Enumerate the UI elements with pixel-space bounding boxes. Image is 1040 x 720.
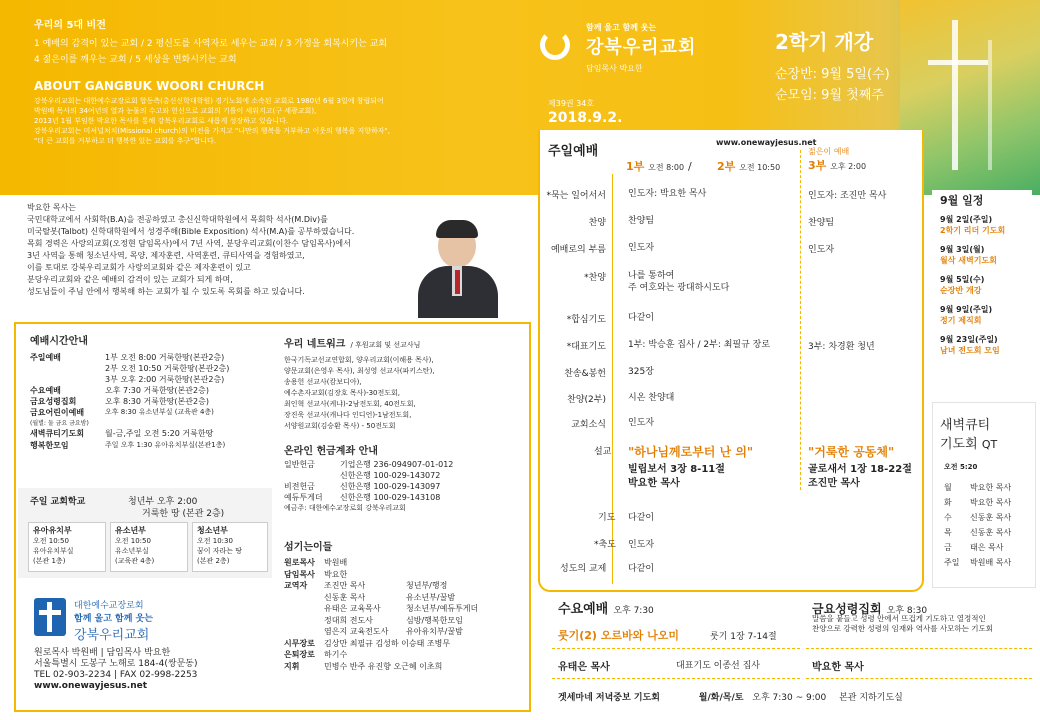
network-line: 최인혁 선교사(케냐)-2남전도회, 40전도회, [284, 400, 416, 408]
divider [552, 678, 800, 679]
sept-item: 9월 3일(월) 월삭 새벽기도회 [940, 245, 997, 265]
order-value-main: 인도자: 박요한 목사 [628, 189, 707, 199]
order-item: 교회소식 [571, 420, 606, 430]
wednesday-text: 룻기 1장 7-14절 [710, 632, 777, 642]
sermon2-text: 골로새서 1장 18-22절 [808, 464, 912, 475]
offering-row: 비전헌금 신한은행 100-029-143097 [284, 482, 441, 491]
qt-row: 화 박요한 목사 [944, 498, 1012, 507]
order-value-main: 인도자 [628, 418, 655, 428]
semester-block [775, 26, 890, 103]
bio-line-2: 국민대학교에서 사회학(B.A)을 전공하였고 총신신학대학원에서 목회학 석사(M.Div)를 [27, 215, 328, 224]
order-item: *합심기도 [566, 315, 606, 325]
order-value-youth: 찬양팀 [808, 218, 835, 228]
offering-row: 일반헌금 기업은행 236-094907-01-012 [284, 460, 454, 469]
offering-section [284, 442, 524, 514]
offering-row: 신한은행 100-029-143072 [340, 471, 441, 480]
order-item-benediction: *축도 [594, 540, 616, 550]
denom-logo-icon [34, 598, 66, 636]
worship-row: 주일예배 1부 오전 8:00 거룩한땅(본관2층) [30, 353, 225, 362]
offering-title: 온라인 헌금계좌 안내 [284, 446, 378, 457]
about-line-5: "더 큰 교회를 거부하고 더 행복한 있는 교회를 추구"합니다. [34, 137, 216, 145]
dept-card: 유소년부 오전 10:50 유소년부실 (교육관 4층) [110, 522, 188, 572]
logo-name: 강북우리교회 [586, 37, 697, 58]
wednesday-header: 수요예배 오후 7:30 [558, 602, 654, 617]
network-line: 양문교회(은영우 목사), 최성영 선교사(파키스탄), [284, 367, 435, 375]
about-title: ABOUT GANGBUK WOORI CHURCH [34, 79, 265, 93]
col-1bu: 1부 오전 8:00 / [626, 160, 692, 173]
about-block [34, 79, 534, 146]
bio-line-1: 박요한 목사는 [27, 203, 76, 212]
staff-section [284, 538, 524, 672]
staff-row: 은퇴장로 하기수 [284, 650, 348, 659]
vision-line-1: 1 예배의 감격이 있는 교회 / 2 평신도를 사역자로 세우는 교회 / 3 가정을 회복시키는 교회 [34, 39, 388, 49]
order-value-main: 다같이 [628, 313, 655, 323]
order-item: *묵는 일어서서 [546, 191, 606, 201]
denom-name: 대한예수교장로회 [74, 601, 144, 611]
september-title: 9월 일정 [940, 194, 984, 207]
divider [806, 678, 1032, 679]
contact-line-1: 원로목사 박원배 | 담임목사 박요한 [34, 648, 171, 658]
sermon1-title: "하나님께로부터 난 의" [628, 445, 754, 459]
sermon2-pastor: 조진만 목사 [808, 478, 860, 489]
church-info-logo [74, 598, 153, 643]
column-divider [800, 150, 801, 490]
sept-item: 9월 23일(주일) 남녀 전도회 모임 [940, 335, 1000, 355]
church-contact [34, 648, 197, 692]
network-section [284, 332, 524, 432]
church-slogan: 함께 울고 함께 웃는 [74, 614, 153, 624]
logo-pastor: 담임목사 박요한 [586, 64, 643, 73]
order-item-prayer: 기도 [598, 513, 616, 523]
bio-line-5: 3년 사역을 통해 청소년사역, 목양, 제자훈련, 사역훈련, 큐티사역을 경험하였고, [27, 251, 305, 260]
sept-item: 9월 5일(수) 순장반 개강 [940, 275, 985, 295]
qt-row: 목 신동훈 목사 [944, 528, 1012, 537]
bio-line-8: 성도님들이 주님 안에서 행복해 하는 교회가 될 수 있도록 목회를 하고 있습니다. [27, 287, 305, 296]
order-value-main: 찬양팀 [628, 216, 655, 226]
qt-row: 주일 박원배 목사 [944, 558, 1012, 567]
wednesday-sermon: 룻기(2) 오르바와 나오미 [558, 629, 680, 642]
col-3bu: 3부 오후 2:00 [808, 159, 867, 172]
bio-line-3: 미국탈봇(Talbot) 신학대학원에서 성경주해(Bible Exposition) 석사(M.A)를 공부하였습니다. [27, 227, 355, 236]
sermon1-text: 빌립보서 3장 8-11절 [628, 464, 725, 475]
church-logo-icon [540, 30, 570, 60]
order-item-fellowship: 성도의 교제 [560, 564, 607, 574]
order-item: *대표기도 [566, 342, 606, 352]
semester-line-1: 순장반: 9월 5일(수) [775, 67, 890, 82]
order-item: 찬양 [588, 218, 606, 228]
semester-line-2: 순모임: 9월 첫째주 [775, 88, 884, 103]
logo-slogan: 함께 울고 함께 웃는 [586, 23, 657, 32]
about-line-3: 2013년 1월 부임한 박요한 목사를 통해 강북우리교회로 새롭게 성장하고 있습니다. [34, 117, 289, 125]
offering-holder: 예금주: 대한예수교장로회 강북우리교회 [284, 504, 406, 512]
order-value-youth: 3부: 차경환 청년 [808, 342, 875, 352]
worship-row: 행복한모임 주일 오후 1:30 유아유치부실(본관1층) [30, 441, 226, 450]
contact-line-3: TEL 02-903-2234 | FAX 02-998-2253 [34, 670, 198, 680]
sept-item: 9월 9일(주일) 정기 제직회 [940, 305, 993, 325]
qt-row: 월 박요한 목사 [944, 483, 1012, 492]
sermon2-title: "거룩한 공동체" [808, 445, 895, 459]
dept-card: 유아유치부 오전 10:50 유아유치부실 (본관 1층) [28, 522, 106, 572]
network-line: 예수촌자교회(김장호 목사)-30전도회, [284, 389, 401, 397]
order-item: 찬송&봉헌 [564, 369, 606, 379]
vision-title: 우리의 5대 비전 [34, 20, 106, 31]
dawn-qt-list [944, 480, 1034, 570]
worship-times-list [30, 352, 270, 451]
staff-row: 정대희 전도사 심방/행복한모임 [324, 615, 463, 625]
church-name: 강북우리교회 [74, 628, 150, 643]
school-place: 거룩한 땅 (본관 2층) [142, 509, 225, 519]
order-value-prayer: 다같이 [628, 513, 655, 523]
worship-times [30, 332, 88, 347]
bio-line-7: 분당우리교회와 같은 예배의 감격이 있는 교회가 되게 하며, [27, 275, 233, 284]
worship-row: 새벽큐티기도회 월-금,주일 오전 5:20 거룩한땅 [30, 429, 214, 438]
vision-block [34, 16, 387, 65]
staff-row: 지휘 민병수 반주 유진향 오근혜 이초희 [284, 661, 443, 671]
col-3bu-sub: 젊은이 예배 [808, 147, 850, 156]
staff-row: 교역자 조진만 목사 청년부/행정 [284, 581, 448, 590]
network-line: 서양원교회(김승환 목사) - 50전도회 [284, 422, 396, 430]
semester-title: 2학기 개강 [775, 30, 874, 54]
friday-desc: 말씀을 붙들고 성령 안에서 뜨겁게 기도하고 열정적인 찬양으로 강력한 성령의 임재와 역사를 사모하는 기도회 [812, 614, 993, 633]
col-2bu: 2부 오전 10:50 [717, 160, 781, 173]
network-line: 장진욱 선교사(캐나다 인디언)-1남전도회, [284, 411, 412, 419]
order-item: 예배로의 부름 [550, 245, 606, 255]
network-title: 우리 네트워크 [284, 339, 346, 350]
staff-row: 염은지 교육전도사 유아유치부/꿀밤 [324, 627, 463, 636]
sunday-title: 주일예배 [548, 144, 599, 159]
qt-row: 금 태은 목사 [944, 543, 1004, 552]
issue-date: 2018.9.2. [548, 110, 623, 126]
worship-row: 수요예배 오후 7:30 거룩한땅(본관2층) [30, 386, 209, 395]
network-subtitle: / 후원교회 및 선교사님 [350, 341, 421, 349]
september-list [940, 214, 1035, 364]
order-value-main: 시온 찬양대 [628, 393, 675, 403]
about-line-1: 강북우리교회는 대한예수교장로회 합동측(총신신학대학원) 경기노회에 소속된 교회로 1980년 6월 3일에 창립되어 [34, 97, 384, 105]
dept-card: 청소년부 오전 10:30 꿈이 자라는 땅 (본관 2층) [192, 522, 268, 572]
staff-row: 원로목사 박원배 [284, 558, 348, 567]
divider [806, 648, 1032, 649]
school-title: 주일 교회학교 [30, 497, 86, 507]
bio-line-4: 목회 경력은 사랑의교회(오정현 담임목사)에서 7년 사역, 분당우리교회(이찬수 담임목사)에서 [27, 239, 351, 248]
wednesday-prayer: 대표기도 이종선 집사 [676, 661, 760, 671]
pastor-photo [410, 218, 505, 318]
order-value-main: 1부: 박승훈 집사 / 2부: 최필규 장로 [628, 340, 771, 350]
sunday-url[interactable]: www.onewayjesus.net [716, 138, 817, 147]
header-logo [586, 22, 696, 74]
order-value-main: 인도자 [628, 243, 655, 253]
worship-row: 2부 오전 10:50 거룩한땅(본관2층) [105, 364, 230, 373]
worship-times-title: 예배시간안내 [30, 336, 88, 347]
friday-header: 금요성령집회 오후 8:30 [812, 602, 928, 616]
vision-line-2: 4 젊은이를 깨우는 교회 / 5 세상을 변화시키는 교회 [34, 55, 237, 65]
issue-volume: 제39권 34호 [548, 99, 595, 108]
staff-row: 시무장로 김상만 최필규 김성하 이승태 조병무 [284, 638, 451, 648]
dawn-qt-time: 오전 5:20 [944, 463, 978, 471]
dawn-qt-title: 새벽큐티 기도회 QT [940, 418, 998, 452]
order-value-fellowship: 다같이 [628, 564, 655, 574]
order-value-main: 나를 통하여 주 여호와는 광대하시도다 [628, 271, 730, 293]
friday-preacher: 박요한 목사 [812, 662, 864, 673]
wednesday-preacher: 유태은 목사 [558, 662, 610, 673]
worship-row: 3부 오후 2:00 거룩한땅(본관2층) [105, 375, 225, 384]
qt-row: 수 신동훈 목사 [944, 513, 1012, 522]
contact-line-2: 서울특별시 도봉구 노해로 184-4(쌍문동) [34, 659, 198, 669]
about-line-4: 강북우리교회는 미셔널처치(Missional church)의 비전을 가지고 "나만의 행복을 거부하고 이웃의 행복을 지향하자", [34, 127, 391, 135]
sept-item: 9월 2일(주일) 2학기 리더 기도회 [940, 215, 1006, 235]
church-url[interactable]: www.onewayjesus.net [34, 681, 148, 691]
worship-row: 금요어린이예배 오후 8:30 유소년부실 (교육관 4층) [30, 408, 214, 417]
gethsemane-row: 겟세마네 저녁중보 기도회 월/화/목/토 오후 7:30 ~ 9:00 본관 지하기도실 [558, 693, 903, 703]
staff-title: 섬기는이들 [284, 542, 333, 553]
school-time: 청년부 오후 2:00 [128, 497, 198, 507]
order-value-youth: 인도자: 조진만 목사 [808, 191, 887, 201]
staff-row: 신동훈 목사 유소년부/꿀밤 [324, 592, 456, 602]
offering-row: 예듀투게더 신한은행 100-029-143108 [284, 493, 441, 502]
order-item-sermon: 설교 [594, 447, 612, 457]
order-value-youth: 인도자 [808, 245, 835, 255]
pastor-bio [27, 202, 407, 298]
divider [552, 648, 800, 649]
order-item: 찬양(2부) [567, 395, 606, 405]
staff-row: 유태은 교육목사 청소년부/예듀투게더 [324, 604, 479, 613]
bio-line-6: 이를 토대로 강북우리교회가 사랑의교회와 같은 제자훈련이 있고 [27, 263, 251, 272]
order-value-main: 325장 [628, 367, 654, 377]
order-item: *찬양 [584, 273, 606, 283]
network-line: 송용헌 선교사(캄보디아), [284, 378, 362, 386]
church-school [18, 488, 272, 578]
worship-row: (월별: 둘 금요 금요밤) [30, 420, 89, 427]
worship-row: 금요성령집회 오후 8:30 거룩한땅(본관2층) [30, 397, 209, 406]
about-line-2: 박원배 목사의 34여년의 열과 눈물의 수고와 헌신으로 교회의 기틀이 세워지고(구 세광교회), [34, 107, 317, 115]
sermon1-pastor: 박요한 목사 [628, 478, 680, 489]
staff-row: 담임목사 박요한 [284, 569, 348, 579]
network-line: 한국기독교선교연합회, 양우리교회(이해용 목사), [284, 356, 434, 364]
order-value-benediction: 인도자 [628, 540, 655, 550]
